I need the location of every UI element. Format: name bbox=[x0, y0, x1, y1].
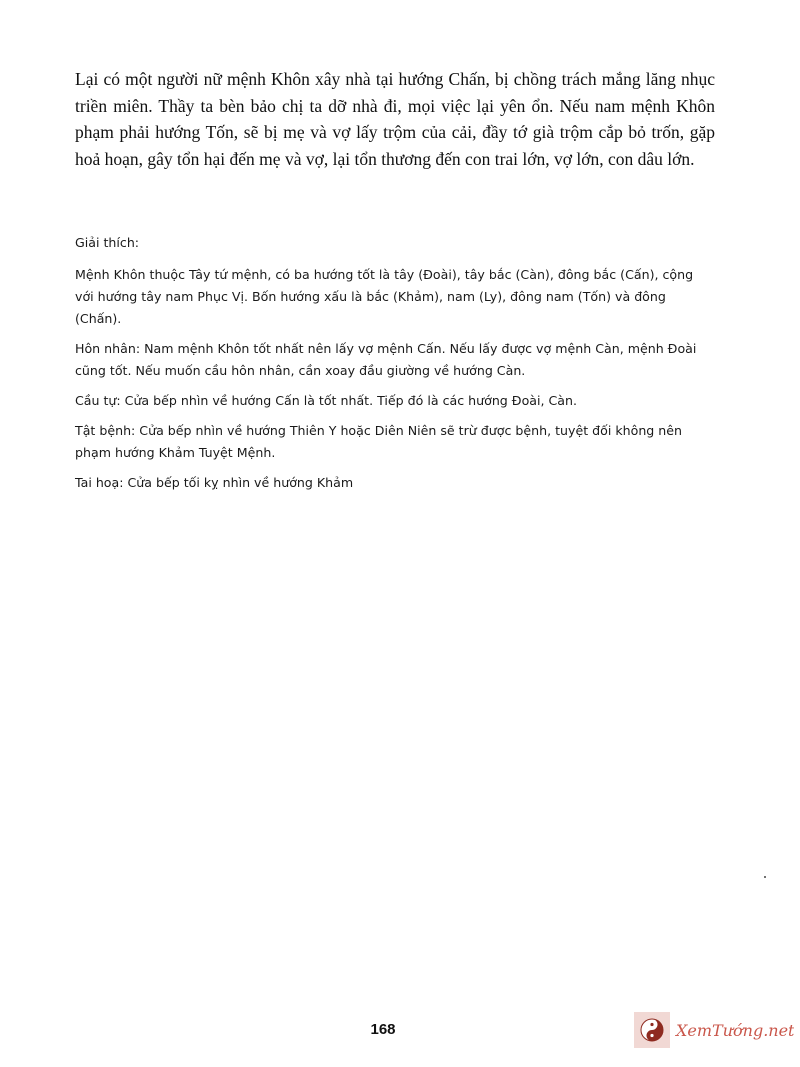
scan-speck bbox=[764, 876, 766, 878]
explanation-paragraph-tai-hoa: Tai hoạ: Cửa bếp tối kỵ nhìn về hướng Khảm bbox=[75, 475, 354, 490]
explanation-paragraph-cau-tu: Cầu tự: Cửa bếp nhìn về hướng Cấn là tốt nhất. Tiếp đó là các hướng Đoài, Càn. bbox=[75, 393, 577, 408]
yin-yang-icon bbox=[641, 1019, 663, 1041]
explanation-heading: Giải thích: bbox=[75, 235, 140, 250]
explanation-section bbox=[75, 232, 711, 502]
page-number: 168 bbox=[370, 1021, 396, 1038]
explanation-paragraph-menh-khon: Mệnh Khôn thuộc Tây tứ mệnh, có ba hướng tốt là tây (Đoài), tây bắc (Càn), đông bắc (Cấn), cộng với hướng tây nam Phục Vị. Bốn hướng xấu là bắc (Khảm), nam (Ly), đông nam (Tốn) và đông (Chấn). bbox=[75, 267, 694, 326]
watermark-text: XemTướng.net bbox=[676, 1021, 794, 1040]
main-paragraph: Lại có một người nữ mệnh Khôn xây nhà tại hướng Chấn, bị chồng trách mắng lăng nhục triền miên. Thầy ta bèn bảo chị ta dỡ nhà đi, mọi việc lại yên ổn. Nếu nam mệnh Khôn phạm phải hướng Tốn, sẽ bị mẹ và vợ lấy trộm của cải, đầy tớ già trộm cắp bỏ trốn, gặp hoả hoạn, gây tổn hại đến mẹ và vợ, lại tổn thương đến con trai lớn, vợ lớn, con dâu lớn. bbox=[75, 69, 715, 169]
site-watermark bbox=[634, 1012, 794, 1052]
explanation-paragraph-tat-benh: Tật bệnh: Cửa bếp nhìn về hướng Thiên Y hoặc Diên Niên sẽ trừ được bệnh, tuyệt đối không nên phạm hướng Khảm Tuyệt Mệnh. bbox=[75, 423, 683, 460]
explanation-paragraph-hon-nhan: Hôn nhân: Nam mệnh Khôn tốt nhất nên lấy vợ mệnh Cấn. Nếu lấy được vợ mệnh Càn, mệnh Đoài cũng tốt. Nếu muốn cầu hôn nhân, cần xoay đầu giường về hướng Càn. bbox=[75, 341, 697, 378]
